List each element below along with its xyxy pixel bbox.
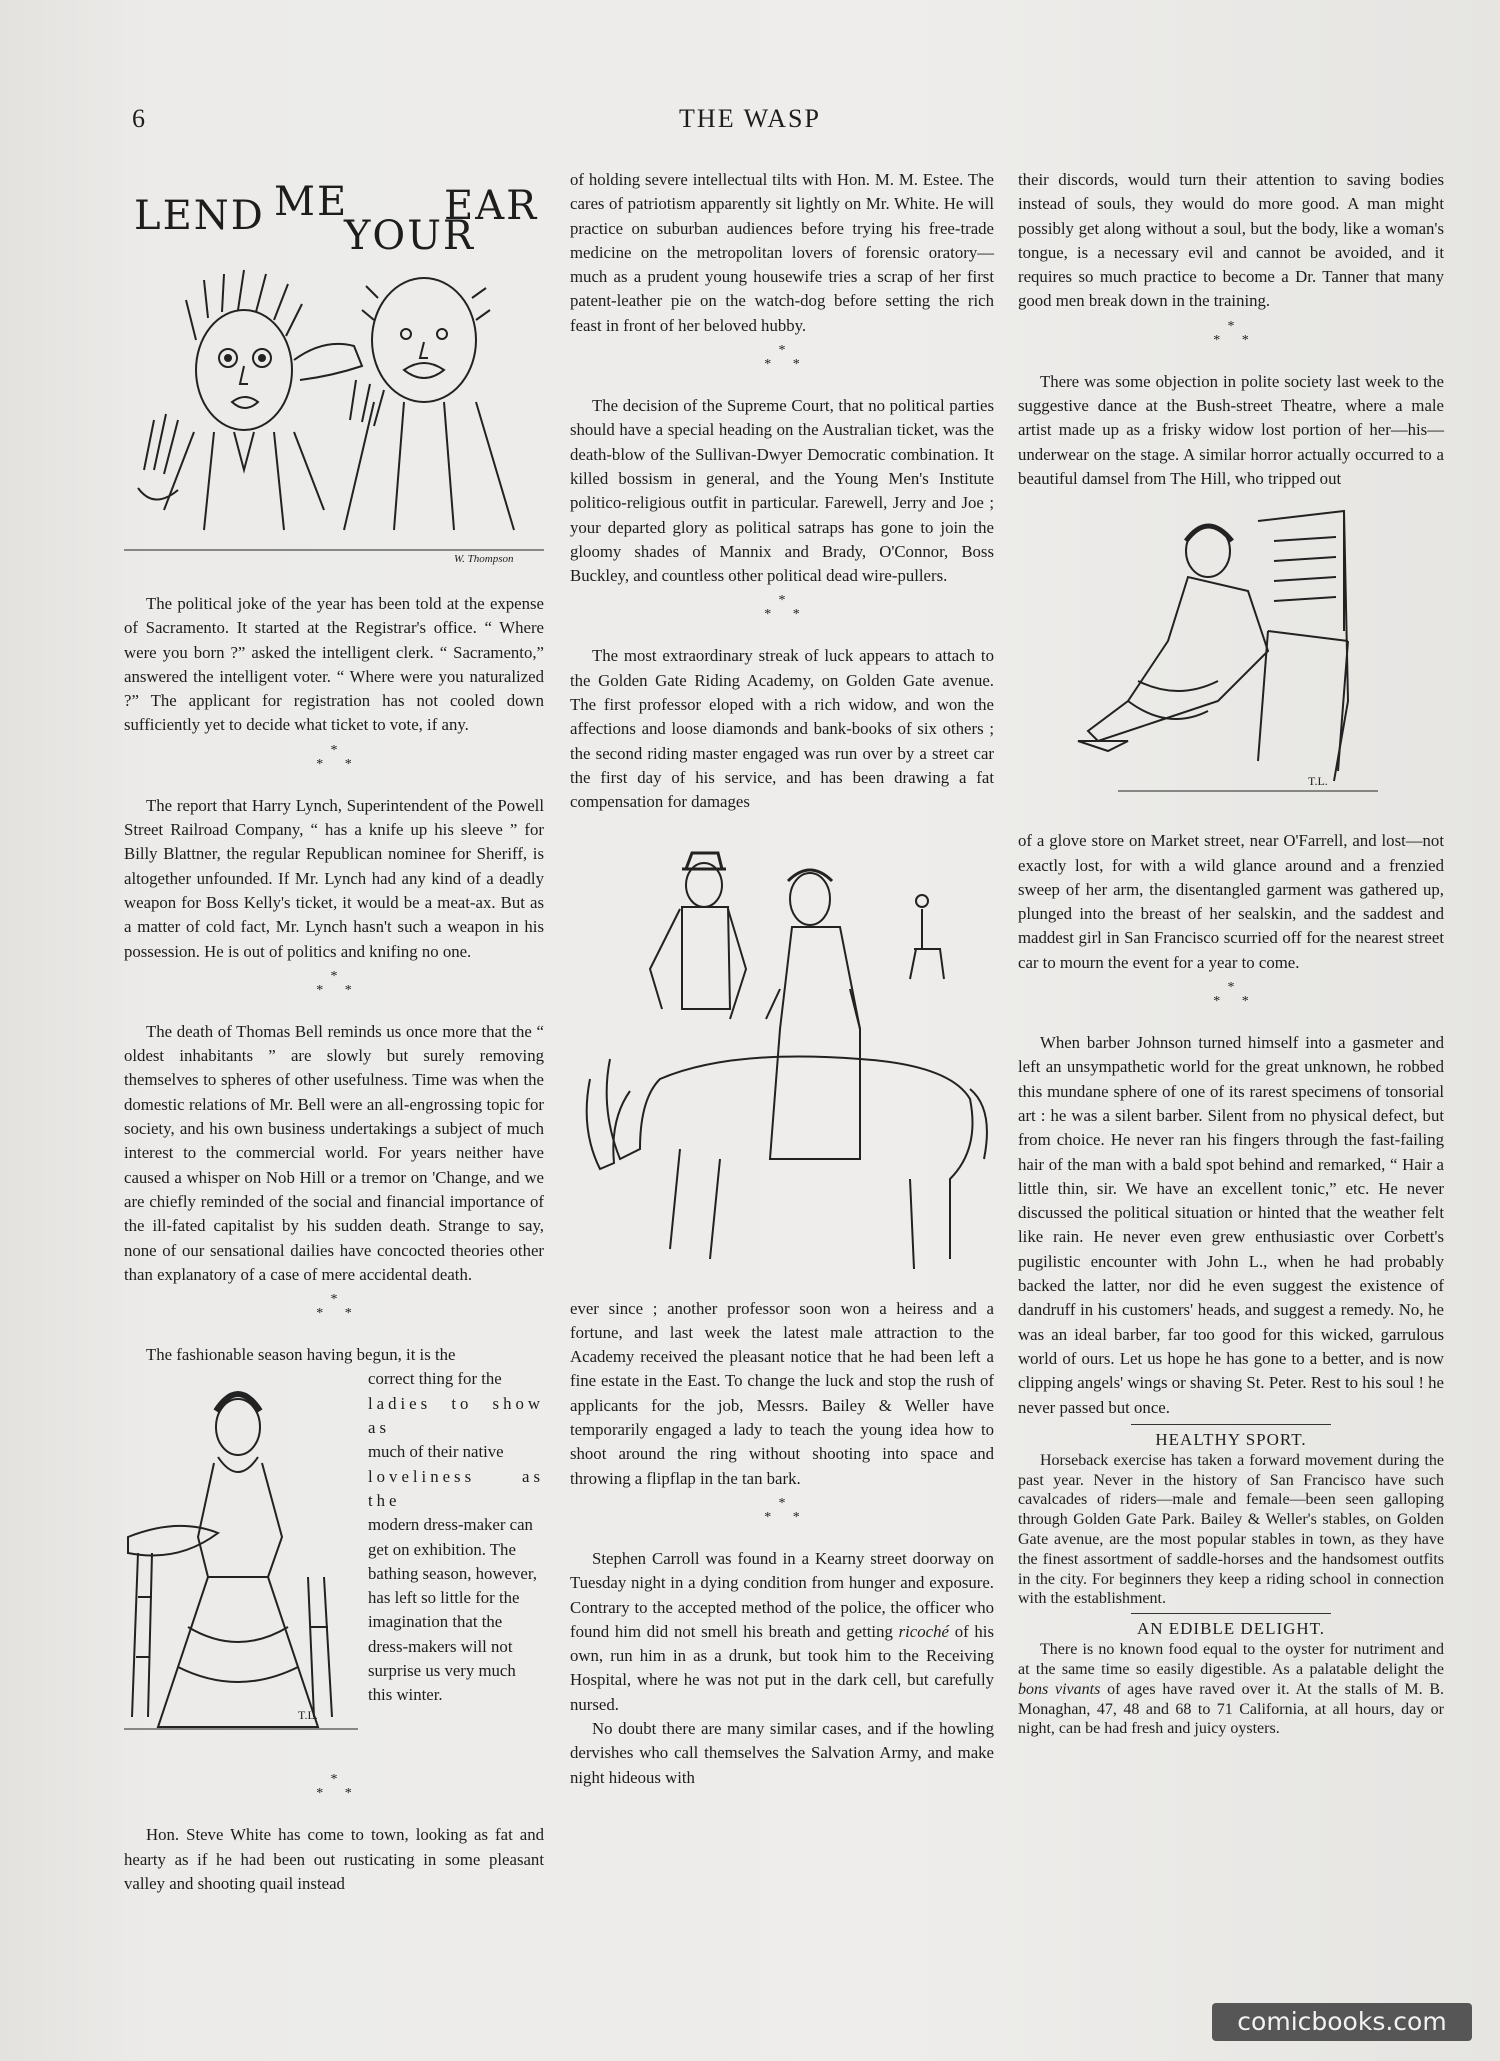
- carroll-italic: ricoché: [898, 1621, 949, 1641]
- site-watermark: comicbooks.com: [1212, 2003, 1472, 2041]
- article-fashionable-season-lead: The fashionable season having begun, it is the: [146, 1345, 456, 1365]
- article-riding-academy: The most extraordinary streak of luck appears to attach to the Golden Gate Riding Academy, on Golden Gate avenue. The first professor eloped with a rich widow, and won the affections and loose diamonds and bank-books of six others ; the second riding master engaged was run over by a street car the first day of his service, and has been drawing a fat compensation for damages: [570, 646, 994, 812]
- article-riding-academy-continued: ever since ; another professor soon won a heiress and a fortune, and last week the latest male attraction to the Academy received the pleasant notice that he had been left a fine estate in the East. To change the luck and stop the rush of applicants for the job, Messrs. Bailey & Weller have temporarily engaged a lady to teach the young idea how to shoot around the ring without shooting into space and throwing a flipflap in the tan bark.: [570, 1298, 994, 1488]
- title-word-4: EAR: [444, 183, 539, 229]
- column-3: [1018, 168, 1444, 1739]
- fashion-line-2: ladies to show as: [368, 1393, 544, 1438]
- seated-woman-evening-dress-illustration: [124, 1367, 358, 1767]
- ad-healthy-sport-title: HEALTHY SPORT.: [1155, 1429, 1307, 1449]
- column-2: [570, 168, 994, 1790]
- section-divider: * * *: [316, 968, 352, 998]
- title-word-3: YOUR: [344, 213, 476, 259]
- carroll-text-a: Stephen Carroll was found in a Kearny street doorway on Tuesday night in a dying condition from hunger and exposure. Contrary to the accepted method of the police, the officer who found him did not smell his breath and getting: [570, 1548, 994, 1641]
- article-stephen-carroll: [570, 1547, 994, 1717]
- artist-signature: W. Thompson: [454, 553, 514, 565]
- section-divider: * * *: [1213, 318, 1249, 348]
- article-steve-white-continued: of holding severe intellectual tilts with Hon. M. M. Estee. The cares of patriotism apparently sit lightly on Mr. White. He will practice on suburban audiences before trying his free-trade medicine on the metropolitan lovers of forensic oratory—much as a prudent young housewife tries a scrap of her first patent-leather pie on the watch-dog before setting the rich feast in front of her beloved hubby.: [570, 170, 994, 335]
- women-on-horseback-illustration: [570, 829, 994, 1279]
- section-divider: * * *: [1213, 980, 1249, 1010]
- article-glove-store-continued: of a glove store on Market street, near O'Farrell, and lost—not exactly lost, for with a wild glance around and a frenzied sweep of her arm, the disentangled garment was gathered up, plunged into the breast of her sealskin, and the saddest and maddest girl in San Francisco scurried off for the nearest street car to mourn the event for a year to come.: [1018, 831, 1444, 972]
- title-word-1: LEND: [134, 193, 265, 239]
- figure-initials: T.L.: [1308, 774, 1328, 789]
- article-supreme-court: The decision of the Supreme Court, that no political parties should have a special heading on the Australian ticket, was the death-blow of the Sullivan-Dwyer Democratic combination. It killed bossism in general, and the Young Men's Institute politico-religious outfit in particular. Farewell, Jerry and Joe ; your departed glory as political satraps has gone to join the gloomy shades of Mannix and Brady, O'Connor, Boss Buckley, and countless other political dead wire-pullers.: [570, 396, 994, 586]
- fashion-line-3: much of their native: [368, 1442, 504, 1462]
- publication-masthead: THE WASP: [679, 104, 821, 133]
- carroll-text-b: of his own, run him in as a drunk, but took him to the Receiving Hospital, where he was not put in the dark cell, but carefully nursed.: [570, 1621, 995, 1714]
- fashion-line-rest: modern dress-maker can get on exhibition. The bathing season, however, has left so little for the imagination that the dress-makers will not surprise us very much this winter.: [368, 1515, 537, 1705]
- section-divider: * * *: [764, 1495, 800, 1525]
- advertisement-rule: [1131, 1613, 1331, 1614]
- section-divider: * * *: [316, 742, 352, 772]
- section-divider: * * *: [764, 343, 800, 373]
- oyster-text-a: There is no known food equal to the oyster for nutriment and at the same time so easily digestible. As a palatable delight the: [1018, 1641, 1444, 1678]
- article-salvation-army: No doubt there are many similar cases, and if the howling dervishes who call themselves the Salvation Army, and make night hideous with: [570, 1718, 994, 1787]
- fashion-article-block: [124, 1367, 544, 1767]
- article-thomas-bell: The death of Thomas Bell reminds us once more that the “ oldest inhabitants ” are slowly but surely removing themselves to spheres of other usefulness. Time was when the domestic relations of Mr. Bell were an all-engrossing topic for society, and his own business undertakings a subject of much interest to the commercial world. For years neither have caused a whisper on Nob Hill or a tremor on 'Change, and we are chiefly reminded of the social and financial importance of the ill-fated capitalist by his sudden death. Strange to say, none of our sensational dailies have concocted theories other than explanatory of a case of mere accidental death.: [124, 1021, 544, 1284]
- ad-edible-delight-title: AN EDIBLE DELIGHT.: [1136, 1619, 1326, 1639]
- article-barber-johnson: When barber Johnson turned himself into a gasmeter and left an unsympathetic world for the great unknown, he robbed this mundane sphere of one of its rarest specimens of tonsorial art : he was a silent barber. Silent from no physical defect, but from choice. He never ran his fingers through the fast-failing hair of the man with a bald spot behind and remarked, “ Hair a little thin, sir. We have an excellent tonic,” etc. He never discussed the political situation or hinted that the weather felt like rain. He never even grew enthusiastic over Corbett's pugilistic encounter with John L., when he had probably backed the latter, nor did he even suggest the existence of dandruff in his customers' heads, and suggest a remedy. No, he was an ideal barber, far too good for this wicked, garrulous world of ours. Let us hope he has gone to a better, and is now clipping angels' wings or shaving St. Peter. Rest to his soul ! he never passed but once.: [1018, 1033, 1444, 1417]
- section-divider: * * *: [764, 593, 800, 623]
- two-men-caricature-illustration: [124, 170, 544, 570]
- article-harry-lynch: The report that Harry Lynch, Superintendent of the Powell Street Railroad Company, “ has a knife up his sleeve ” for Billy Blattner, the regular Republican nominee for Sheriff, is altogether unfounded. If Mr. Lynch had any kind of a deadly weapon for Boss Kelly's ticket, it would be a meat-ax. But as a matter of cold fact, Mr. Lynch hasn't such a weapon in his possession. He is out of politics and knifing no one.: [124, 795, 544, 961]
- section-divider: * * *: [316, 1772, 352, 1802]
- fashion-line-4: loveliness as the: [368, 1466, 544, 1510]
- title-word-2: ME: [274, 179, 349, 225]
- figure-initials: T.L.: [298, 1708, 318, 1723]
- ad-edible-delight-body: [1018, 1640, 1444, 1739]
- article-sacramento-joke: The political joke of the year has been told at the expense of Sacramento. It started at the Registrar's office. “ Where were you born ?” asked the intelligent clerk. “ Sacramento,” answered the intelligent voter. “ Where were you naturalized ?” The applicant for registration has not cooled down sufficiently yet to decide what ticket to vote, if any.: [124, 594, 544, 735]
- oyster-text-b: of ages have raved over it. At the stalls of M. B. Monaghan, 47, 48 and 68 to 71 California, at all hours, day or night, can be had fresh and juicy oysters.: [1018, 1680, 1445, 1738]
- oyster-italic: bons vivants: [1018, 1680, 1101, 1698]
- advertisement-rule: [1131, 1424, 1331, 1425]
- section-divider: * * *: [316, 1292, 352, 1322]
- lend-me-your-ear-header: [124, 170, 544, 570]
- article-steve-white: Hon. Steve White has come to town, looking as fat and hearty as if he had been out rusticating in some pleasant valley and shooting quail instead: [124, 1825, 544, 1894]
- woman-in-chair-illustration: [1018, 501, 1444, 811]
- article-bush-street-theatre: There was some objection in polite society last week to the suggestive dance at the Bush-street Theatre, where a male artist made up as a frisky widow lost portion of her—his—underwear on the stage. A similar horror actually occurred to a beautiful damsel from The Hill, who tripped out: [1018, 371, 1444, 488]
- column-1: [124, 170, 544, 1896]
- fashion-line-1: correct thing for the: [368, 1369, 502, 1389]
- ad-healthy-sport-body: Horseback exercise has taken a forward movement during the past year. Never in the history of San Francisco have such cavalcades of riders—male and female—been seen galloping through Golden Gate Park. Bailey & Weller's stables, on Golden Gate avenue, are the most popular stables in town, as they have the finest assortment of saddle-horses and the handsomest outfits in the city. For beginners they keep a riding school in connection with the establishment.: [1018, 1451, 1444, 1608]
- page-number: 6: [132, 104, 145, 133]
- article-salvation-army-continued: their discords, would turn their attention to saving bodies instead of souls, they would do more good. A man might possibly get along without a soul, but the body, like a woman's tongue, is a necessary evil and cannot be avoided, and it requires so much practice to become a Dr. Tanner that many good men break down in the training.: [1018, 170, 1444, 311]
